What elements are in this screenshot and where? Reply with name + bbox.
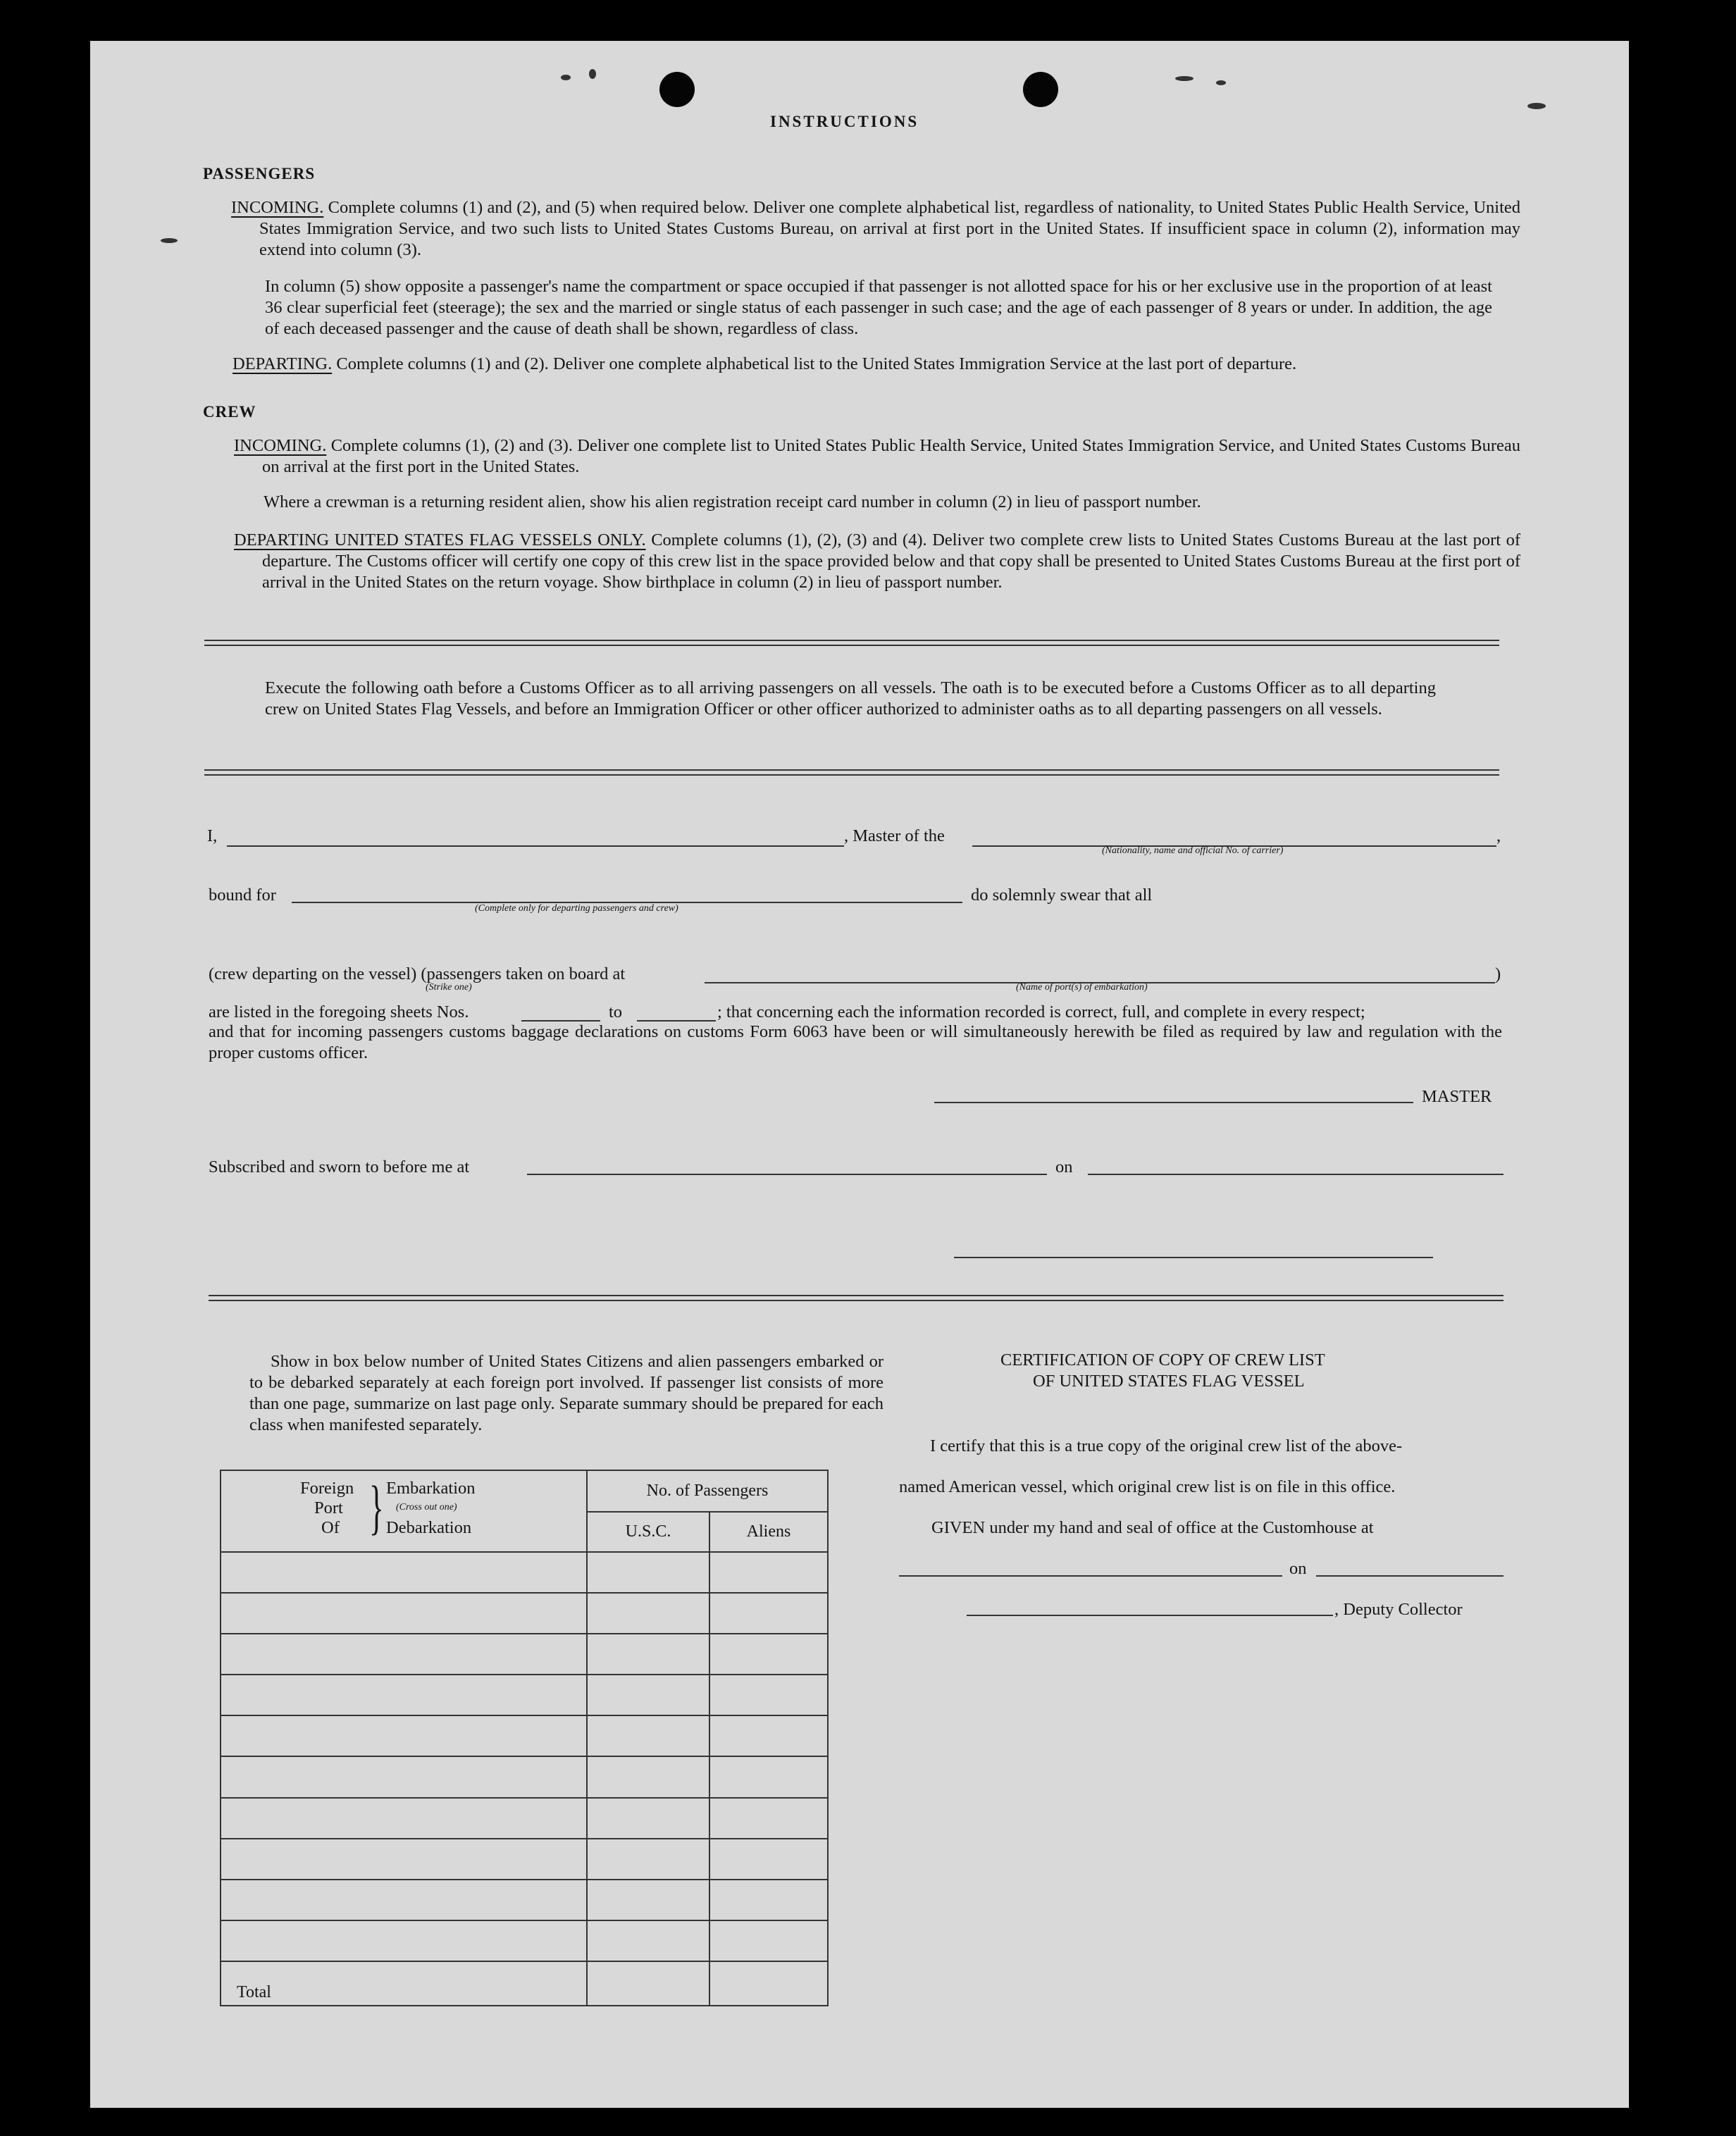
master-of-label: , Master of the xyxy=(844,826,945,845)
section-divider xyxy=(204,640,1499,646)
port-cell[interactable] xyxy=(221,1675,587,1715)
usc-cell[interactable] xyxy=(587,1920,709,1961)
customhouse-field[interactable] xyxy=(899,1575,1282,1577)
ink-mark xyxy=(1216,80,1226,85)
subscribed-text: Subscribed and sworn to before me at xyxy=(209,1157,470,1176)
aliens-cell[interactable] xyxy=(709,1798,828,1839)
aliens-cell[interactable] xyxy=(709,1593,828,1634)
subscribed-date-field[interactable] xyxy=(1088,1174,1504,1175)
total-usc-cell[interactable] xyxy=(587,1961,709,2006)
passengers-departing-text: Complete columns (1) and (2). Deliver one complete alphabetical list to the United States Immigration Service at the last port of departure. xyxy=(336,354,1297,373)
certification-date-field[interactable] xyxy=(1316,1575,1504,1577)
aliens-cell[interactable] xyxy=(709,1634,828,1675)
master-signature-field[interactable] xyxy=(934,1102,1413,1103)
port-header-cell xyxy=(221,1470,587,1552)
cross-out-caption: (Cross out one) xyxy=(396,1502,457,1513)
table-row xyxy=(221,1715,828,1756)
master-label: MASTER xyxy=(1422,1087,1492,1106)
document-page xyxy=(90,41,1629,2108)
aliens-header: Aliens xyxy=(709,1512,828,1552)
crew-incoming-text: Complete columns (1), (2) and (3). Deliver one complete list to United States Public Health Service, United States Immigration Service, and United States Customs Bureau on arrival at the first port in the United States. xyxy=(262,436,1521,476)
foreign-label: Foreign xyxy=(300,1479,354,1498)
usc-cell[interactable] xyxy=(587,1839,709,1880)
swear-text: do solemnly swear that all xyxy=(971,886,1153,905)
crew-departing-label: DEPARTING UNITED STATES FLAG VESSELS ONLY. xyxy=(234,530,646,549)
listed-text-start: are listed in the foregoing sheets Nos. xyxy=(209,1002,469,1022)
passengers-incoming-text: Complete columns (1) and (2), and (5) when required below. Deliver one complete alphabetical list, regardless of nationality, to United States Public Health Service, United States Immigration Service, and two such lists to United States Customs Bureau, on arrival at first port in the United States. If insufficient space in column (2), information may extend into column (3). xyxy=(259,198,1520,259)
crew-departing-text: Complete columns (1), (2), (3) and (4). Deliver two complete crew lists to United States Customs Bureau at the last port of departure. The Customs officer will certify one copy of this crew list in the space provided below and that copy shall be presented to United States Customs Bureau at the first port of arrival in the United States on the return voyage. Show birthplace in column (2) in lieu of passport number. xyxy=(262,530,1520,592)
section-divider xyxy=(209,1295,1504,1301)
port-cell[interactable] xyxy=(221,1839,587,1880)
aliens-cell[interactable] xyxy=(709,1880,828,1920)
carrier-caption: (Nationality, name and official No. of carrier) xyxy=(1102,845,1284,856)
embarkation-close-paren: ) xyxy=(1495,964,1501,983)
port-cell[interactable] xyxy=(221,1920,587,1961)
deputy-collector-label: , Deputy Collector xyxy=(1334,1600,1463,1619)
summary-instructions: Show in box below number of United States Citizens and alien passengers embarked or to be debarked separately at each foreign port involved. If passenger list consists of more than one page, summarize on last page only. Separate summary should be prepared for each class when manifested separately. xyxy=(249,1352,884,1434)
oath-i-label: I, xyxy=(207,826,218,845)
usc-cell[interactable] xyxy=(587,1552,709,1593)
usc-header: U.S.C. xyxy=(587,1512,709,1552)
passengers-incoming-label: INCOMING. xyxy=(231,198,324,217)
port-cell[interactable] xyxy=(221,1798,587,1839)
ink-mark xyxy=(1527,103,1546,109)
passengers-heading: PASSENGERS xyxy=(203,165,316,182)
punch-hole-right xyxy=(1023,72,1058,107)
usc-cell[interactable] xyxy=(587,1715,709,1756)
total-row xyxy=(221,1961,828,2006)
certification-title-line-2: OF UNITED STATES FLAG VESSEL xyxy=(1033,1372,1305,1391)
usc-cell[interactable] xyxy=(587,1675,709,1715)
ink-mark xyxy=(161,238,178,243)
usc-cell[interactable] xyxy=(587,1880,709,1920)
usc-cell[interactable] xyxy=(587,1593,709,1634)
usc-cell[interactable] xyxy=(587,1756,709,1797)
port-label: Port xyxy=(314,1498,343,1517)
passenger-summary-table xyxy=(220,1470,829,2006)
crew-departing-paragraph xyxy=(234,530,1520,593)
aliens-cell[interactable] xyxy=(709,1715,828,1756)
table-row xyxy=(221,1593,828,1634)
section-divider xyxy=(204,769,1499,776)
page-title: INSTRUCTIONS xyxy=(770,113,919,130)
port-cell[interactable] xyxy=(221,1552,587,1593)
ink-mark xyxy=(561,75,571,80)
officer-signature-field[interactable] xyxy=(954,1257,1433,1258)
listed-text-continued: and that for incoming passengers customs baggage declarations on customs Form 6063 have been or will simultaneously herewith be filed as required by law and regulation with the proper customs officer. xyxy=(209,1022,1502,1062)
usc-cell[interactable] xyxy=(587,1634,709,1675)
strike-one-caption: (Strike one) xyxy=(426,982,472,993)
ink-mark xyxy=(589,69,596,79)
debarkation-label: Debarkation xyxy=(386,1518,472,1537)
aliens-cell[interactable] xyxy=(709,1756,828,1797)
certification-title-line-1: CERTIFICATION OF COPY OF CREW LIST xyxy=(1000,1350,1325,1370)
port-cell[interactable] xyxy=(221,1756,587,1797)
carrier-field-end: , xyxy=(1496,826,1501,845)
of-label: Of xyxy=(321,1518,340,1537)
passengers-departing-paragraph xyxy=(232,354,1494,375)
passengers-column5-paragraph: In column (5) show opposite a passenger's name the compartment or space occupied if that passenger is not allotted space for his or her exclusive use in the proportion of at least 36 clear superficial feet (steerage); the sex and the married or single status of each passenger in such case; and the age of each passenger of 8 years or under. In addition, the age of each deceased passenger and the cause of death shall be shown, regardless of class. xyxy=(265,277,1492,338)
port-cell[interactable] xyxy=(221,1715,587,1756)
aliens-cell[interactable] xyxy=(709,1675,828,1715)
subscribed-on-label: on xyxy=(1055,1157,1073,1176)
port-cell[interactable] xyxy=(221,1634,587,1675)
crew-heading: CREW xyxy=(203,403,256,421)
aliens-cell[interactable] xyxy=(709,1839,828,1880)
master-name-field[interactable] xyxy=(227,845,844,847)
listed-text-end: ; that concerning each the information recorded is correct, full, and complete in every respect; xyxy=(717,1002,1365,1022)
no-passengers-header: No. of Passengers xyxy=(587,1470,828,1512)
aliens-cell[interactable] xyxy=(709,1920,828,1961)
port-caption: (Name of port(s) of embarkation) xyxy=(1016,982,1148,993)
table-row xyxy=(221,1552,828,1593)
crew-passengers-text: (crew departing on the vessel) (passengers taken on board at xyxy=(209,964,626,983)
table-row xyxy=(221,1756,828,1797)
usc-cell[interactable] xyxy=(587,1798,709,1839)
crew-incoming-paragraph xyxy=(234,435,1520,478)
total-label: Total xyxy=(221,1961,587,2006)
passengers-incoming-paragraph xyxy=(231,197,1520,261)
port-cell[interactable] xyxy=(221,1880,587,1920)
bound-for-label: bound for xyxy=(209,886,276,905)
embarkation-label: Embarkation xyxy=(386,1479,476,1498)
table-row xyxy=(221,1880,828,1920)
punch-hole-left xyxy=(659,72,695,107)
bound-for-caption: (Complete only for departing passengers and crew) xyxy=(475,903,678,914)
table-row xyxy=(221,1634,828,1675)
ink-mark xyxy=(1175,76,1194,81)
port-cell[interactable] xyxy=(221,1593,587,1634)
certification-on-label: on xyxy=(1289,1559,1307,1578)
subscribed-place-field[interactable] xyxy=(527,1174,1047,1175)
crew-incoming-label: INCOMING. xyxy=(234,436,327,455)
table-row xyxy=(221,1839,828,1880)
certification-text-line-2: named American vessel, which original crew list is on file in this office. xyxy=(899,1477,1396,1496)
listed-to-label: to xyxy=(609,1002,623,1022)
brace-icon: } xyxy=(369,1473,384,1541)
aliens-cell[interactable] xyxy=(709,1552,828,1593)
certification-text-line-1: I certify that this is a true copy of the original crew list of the above- xyxy=(930,1436,1403,1455)
certification-text-line-3: GIVEN under my hand and seal of office at the Customhouse at xyxy=(931,1518,1374,1537)
table-row xyxy=(221,1798,828,1839)
total-aliens-cell[interactable] xyxy=(709,1961,828,2006)
passengers-departing-label: DEPARTING. xyxy=(232,354,333,373)
table-row xyxy=(221,1920,828,1961)
deputy-collector-signature-field[interactable] xyxy=(967,1615,1333,1616)
crew-resident-paragraph: Where a crewman is a returning resident alien, show his alien registration receipt card number in column (2) in lieu of passport number. xyxy=(264,492,1201,511)
table-row xyxy=(221,1675,828,1715)
oath-instructions: Execute the following oath before a Customs Officer as to all arriving passengers on all vessels. The oath is to be executed before a Customs Officer as to all departing crew on United States Flag Vessels, and before an Immigration Officer or other officer authorized to administer oaths as to all departing passengers on all vessels. xyxy=(265,678,1436,719)
